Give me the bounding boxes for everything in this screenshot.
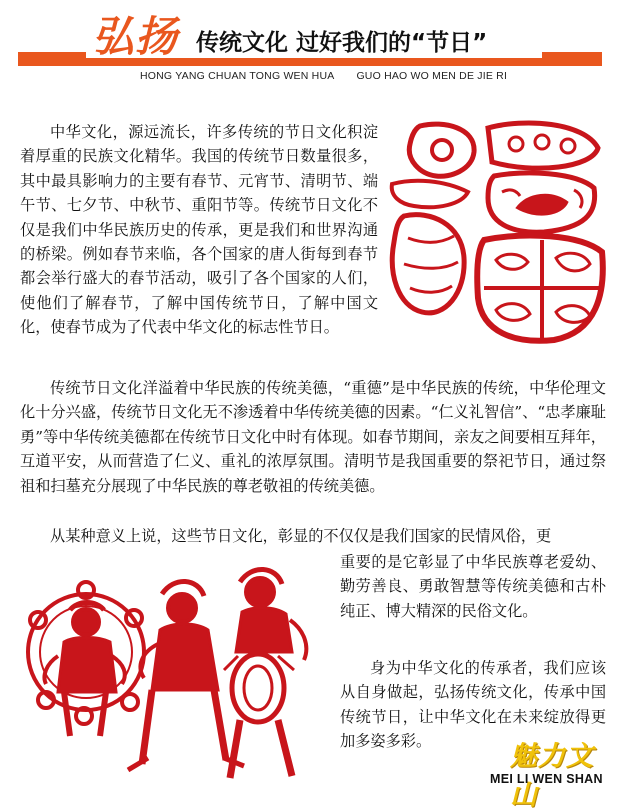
pinyin-left: HONG YANG CHUAN TONG WEN HUA [140, 70, 335, 82]
dancers-papercut-icon [24, 560, 324, 790]
paragraph-2: 传统节日文化洋溢着中华民族的传统美德，“重德”是中华民族的传统，中华伦理文化十分兴盛，传统节日文化无不渗透着中华传统美德的因素。“仁义礼智信”、“忠孝廉耻勇”等中华传统美德都在传统节日文化中时有体现。如春节期间，亲友之间要相互拜年，互道平安，从而营造了仁义、重礼的浓厚氛围。清明节是我国重要的祭祀节日，通过祭祖和扫墓充分展现了中华民族的尊老敬祖的传统美德。 [20, 379, 606, 495]
paragraph-3-continued: 重要的是它彰显了中华民族尊老爱幼、勤劳善良、勇敢智慧等传统美德和古朴纯正、博大精深的民俗文化。 [340, 553, 606, 620]
paragraph-1: 中华文化，源远流长，许多传统的节日文化积淀着厚重的民族文化精华。我国的传统节日数量很多，其中最具影响力的主要有春节、元宵节、清明节、端午节、七夕节、中秋节、重阳节等。传统节日文化不仅是我们中华民族历史的传承，更是我们和世界沟通的桥梁。例如春节来临，各个国家的唐人街每到春节都会举行盛大的春节活动，吸引了各个国家的人们，使他们了解春节，了解中国传统节日，了解中国文化，使春节成为了代表中华文化的标志性节日。 [20, 123, 378, 337]
paragraph-4: 身为中华文化的传承者，我们应该从自身做起，弘扬传统文化，传承中国传统节日，让中华文化在未来绽放得更加多姿多彩。 [340, 659, 606, 751]
header-brand: 弘扬 [92, 12, 179, 61]
header-headline: 传统文化 过好我们的“节日” [196, 30, 488, 56]
fu-character-papercut-icon [384, 118, 608, 344]
paragraph-3-line-1: 从某种意义上说，这些节日文化，彰显的不仅仅是我们国家的民情风俗，更 [50, 527, 552, 545]
pinyin-right: GUO HAO WO MEN DE JIE RI [356, 70, 508, 82]
header-pinyin [140, 70, 507, 82]
page-header [0, 0, 620, 100]
magazine-logo-pinyin: MEI LI WEN SHAN [490, 772, 603, 786]
magazine-logo: 魅力文山 [510, 741, 594, 811]
